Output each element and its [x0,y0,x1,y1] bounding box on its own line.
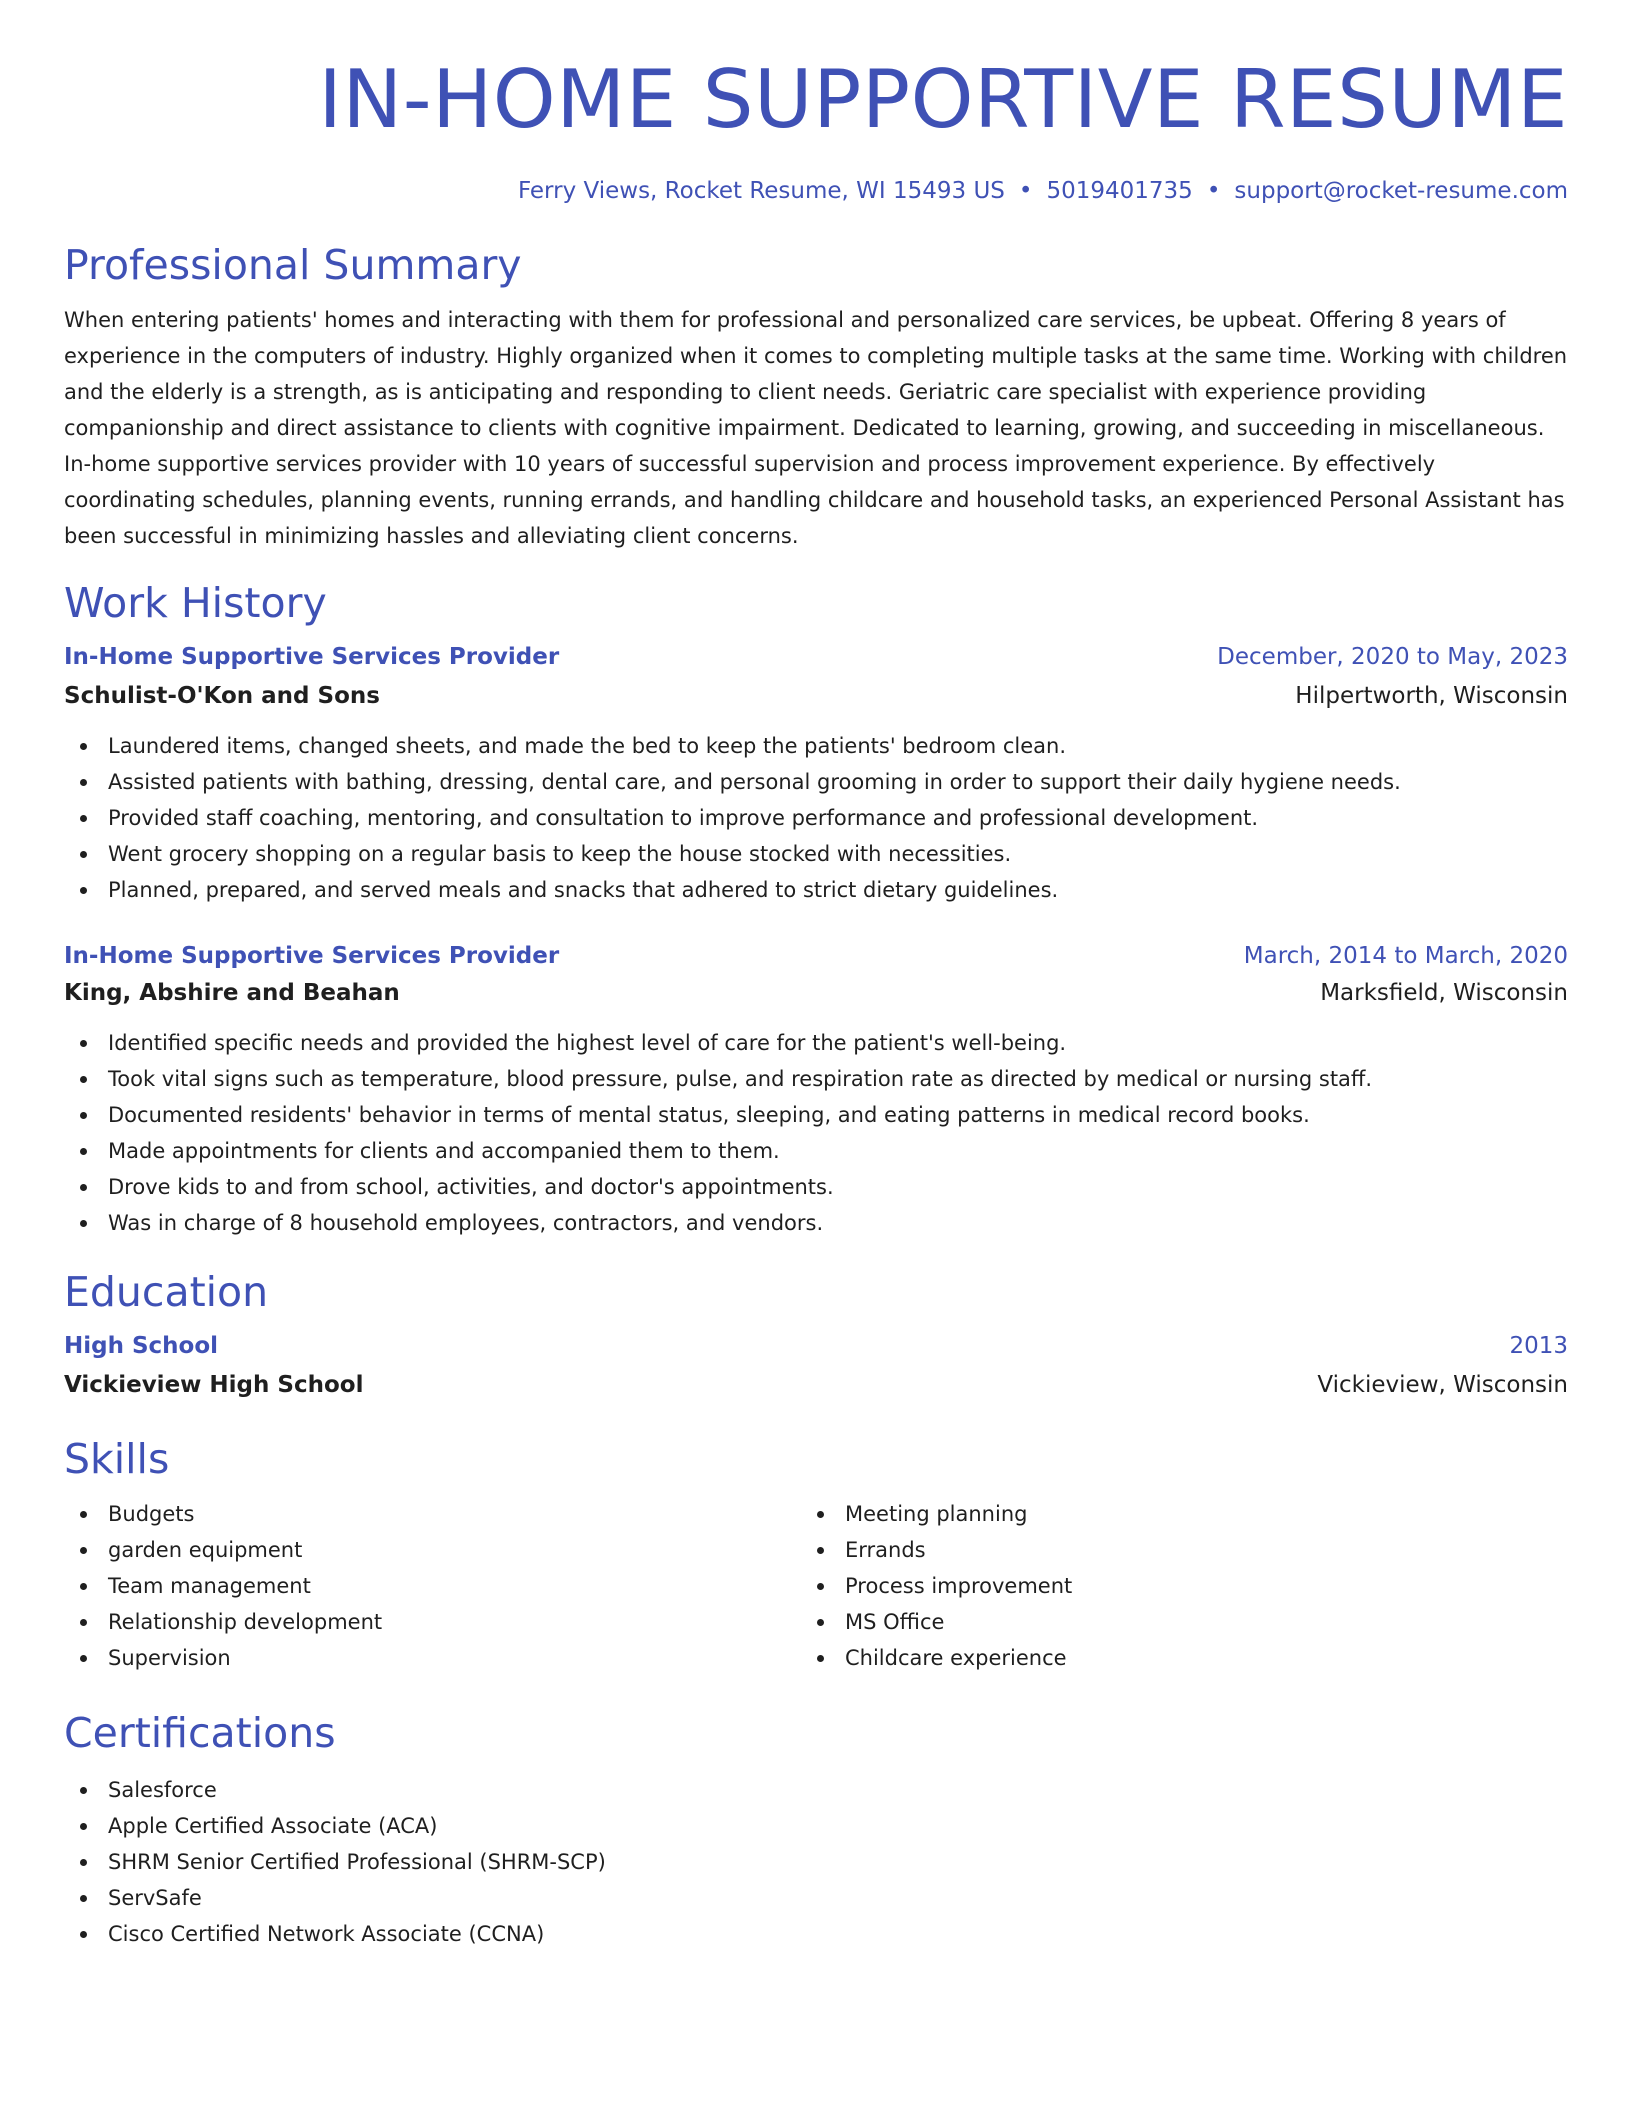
list-item: Relationship development [64,1604,801,1640]
contact-address: Ferry Views, Rocket Resume, WI 15493 US [517,178,1005,204]
education-heading: Education [64,1268,269,1316]
list-item: Cisco Certified Network Associate (CCNA) [64,1916,1568,1952]
list-item: Errands [801,1532,1538,1568]
job-title: In-Home Supportive Services Provider [64,644,560,670]
job-employer-row [64,679,1568,713]
certifications-list [64,1772,1568,1952]
list-item: Salesforce [64,1772,1568,1808]
job-location: Hilpertworth, Wisconsin [1295,683,1568,709]
list-item: Made appointments for clients and accompanied them to them. [64,1133,1568,1169]
list-item: Team management [64,1568,801,1604]
job-dates: December, 2020 to May, 2023 [1217,644,1568,670]
skills-list-left [64,1496,801,1676]
list-item: Apple Certified Associate (ACA) [64,1808,1568,1844]
job-employer: King, Abshire and Beahan [64,980,400,1006]
job-title: In-Home Supportive Services Provider [64,943,560,969]
education-section [64,1265,1568,1402]
list-item: Planned, prepared, and served meals and snacks that adhered to strict dietary guidelines. [64,872,1568,908]
list-item: ServSafe [64,1880,1568,1916]
contact-email[interactable]: support@rocket-resume.com [1234,178,1568,204]
skills-heading: Skills [64,1435,170,1483]
list-item: garden equipment [64,1532,801,1568]
contact-separator: • [1206,178,1221,204]
skills-section [64,1432,1568,1676]
list-item: Supervision [64,1640,801,1676]
contact-separator: • [1018,178,1033,204]
list-item: MS Office [801,1604,1538,1640]
certifications-section [64,1706,1568,1952]
list-item: Was in charge of 8 household employees, contractors, and vendors. [64,1205,1568,1241]
contact-line [64,174,1568,208]
work-history-section [64,576,1568,1241]
job-header-row [64,939,1568,973]
list-item: Documented residents' behavior in terms of mental status, sleeping, and eating patterns in medical record books. [64,1097,1568,1133]
list-item: Provided staff coaching, mentoring, and consultation to improve performance and professional development. [64,800,1568,836]
job-duties-list [64,1025,1568,1241]
list-item: Took vital signs such as temperature, blood pressure, pulse, and respiration rate as directed by medical or nursing staff. [64,1061,1568,1097]
job-entry [64,939,1568,1241]
education-year: 2013 [1509,1333,1568,1359]
list-item: Went grocery shopping on a regular basis to keep the house stocked with necessities. [64,836,1568,872]
list-item: Meeting planning [801,1496,1538,1532]
education-location: Vickieview, Wisconsin [1317,1372,1568,1398]
job-employer: Schulist-O'Kon and Sons [64,683,380,709]
education-school: Vickieview High School [64,1372,364,1398]
contact-phone: 5019401735 [1046,178,1193,204]
summary-heading: Professional Summary [64,241,522,289]
list-item: Process improvement [801,1568,1538,1604]
list-item: Childcare experience [801,1640,1538,1676]
list-item: Drove kids to and from school, activities, and doctor's appointments. [64,1169,1568,1205]
skills-list-right [801,1496,1538,1676]
list-item: Laundered items, changed sheets, and made the bed to keep the patients' bedroom clean. [64,728,1568,764]
certifications-heading: Certifications [64,1709,336,1757]
list-item: Budgets [64,1496,801,1532]
resume-title: IN-HOME SUPPORTIVE RESUME [318,53,1568,146]
job-header-row [64,640,1568,674]
job-employer-row [64,976,1568,1010]
education-header-row [64,1329,1568,1363]
education-degree: High School [64,1333,219,1359]
list-item: Assisted patients with bathing, dressing, dental care, and personal grooming in order to support their daily hygiene needs. [64,764,1568,800]
education-school-row [64,1368,1568,1402]
job-entry [64,640,1568,908]
list-item: SHRM Senior Certified Professional (SHRM-SCP) [64,1844,1568,1880]
skills-grid [64,1496,1568,1676]
summary-section [64,238,1568,554]
job-dates: March, 2014 to March, 2020 [1243,943,1568,969]
job-location: Marksfield, Wisconsin [1320,980,1568,1006]
summary-text: When entering patients' homes and interacting with them for professional and personalized care services, be upbeat. Offering 8 years of experience in the computers of industry. Highly organized when it comes to completing multiple tasks at the same time. Working with children and the elderly is a strength, as is anticipating and responding to client needs. Geriatric care specialist with experience providing companionship and direct assistance to clients with cognitive impairment. Dedicated to learning, growing, and succeeding in miscellaneous. In-home supportive services provider with 10 years of successful supervision and process improvement experience. By effectively coordinating schedules, planning events, running errands, and handling childcare and household tasks, an experienced Personal Assistant has been successful in minimizing hassles and alleviating client concerns. [64,308,1568,548]
job-duties-list [64,728,1568,908]
list-item: Identified specific needs and provided the highest level of care for the patient's well-being. [64,1025,1568,1061]
work-history-heading: Work History [64,579,327,627]
